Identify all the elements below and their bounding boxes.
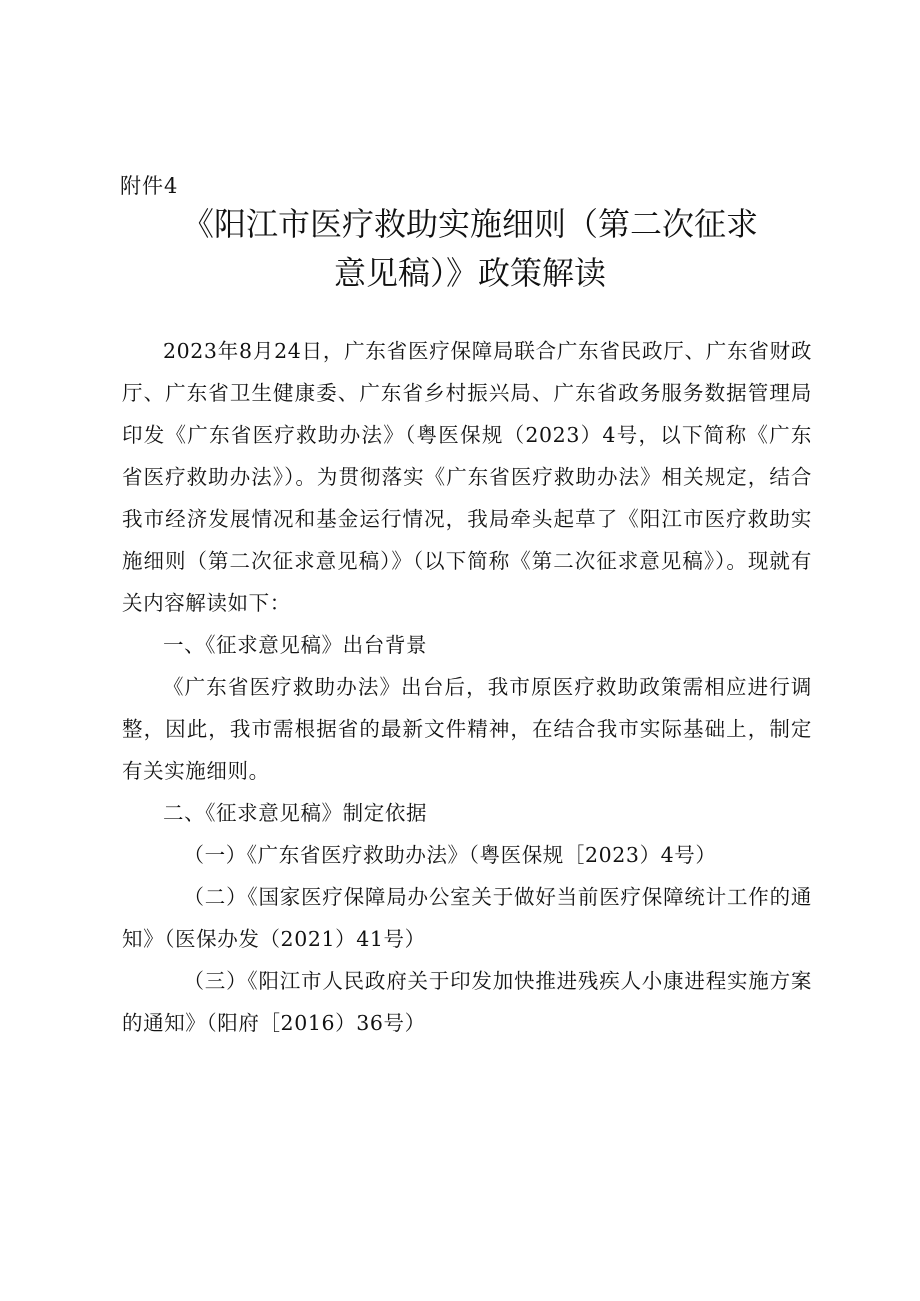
basis-item-1: （一）《广东省医疗救助办法》（粤医保规［2023）4号） xyxy=(183,843,717,867)
title-line-2: 意见稿）》政策解读 xyxy=(333,254,606,292)
intro-paragraph: 2023年8月24日，广东省医疗保障局联合广东省民政厅、广东省财政厅、广东省卫生健康委、广东省乡村振兴局、广东省政务服务数据管理局印发《广东省医疗救助办法》（粤医保规（2023）4号，以下简称《广东省医疗救助办法》）。为贯彻落实《广东省医疗救助办法》相关规定，结合我市经济发展情况和基金运行情况，我局牵头起草了《阳江市医疗救助实施细则（第二次征求意见稿）》（以下简称《第二次征求意见稿》）。现就有关内容解读如下： xyxy=(122,339,812,615)
attachment-label: 附件4 xyxy=(120,174,179,198)
document-body xyxy=(122,330,812,1044)
section-heading-basis: 二、《征求意见稿》制定依据 xyxy=(163,801,428,825)
section-heading-background: 一、《征求意见稿》出台背景 xyxy=(163,633,428,657)
title-line-1: 《阳江市医疗救助实施细则（第二次征求 xyxy=(181,205,758,243)
basis-item-2: （二）《国家医疗保障局办公室关于做好当前医疗保障统计工作的通知》（医保办发（2021）41号） xyxy=(122,885,812,951)
document-title xyxy=(110,200,830,298)
basis-item-3: （三）《阳江市人民政府关于印发加快推进残疾人小康进程实施方案的通知》（阳府［2016）36号） xyxy=(122,969,812,1035)
background-paragraph: 《广东省医疗救助办法》出台后，我市原医疗救助政策需相应进行调整，因此，我市需根据省的最新文件精神，在结合我市实际基础上，制定有关实施细则。 xyxy=(122,675,812,783)
